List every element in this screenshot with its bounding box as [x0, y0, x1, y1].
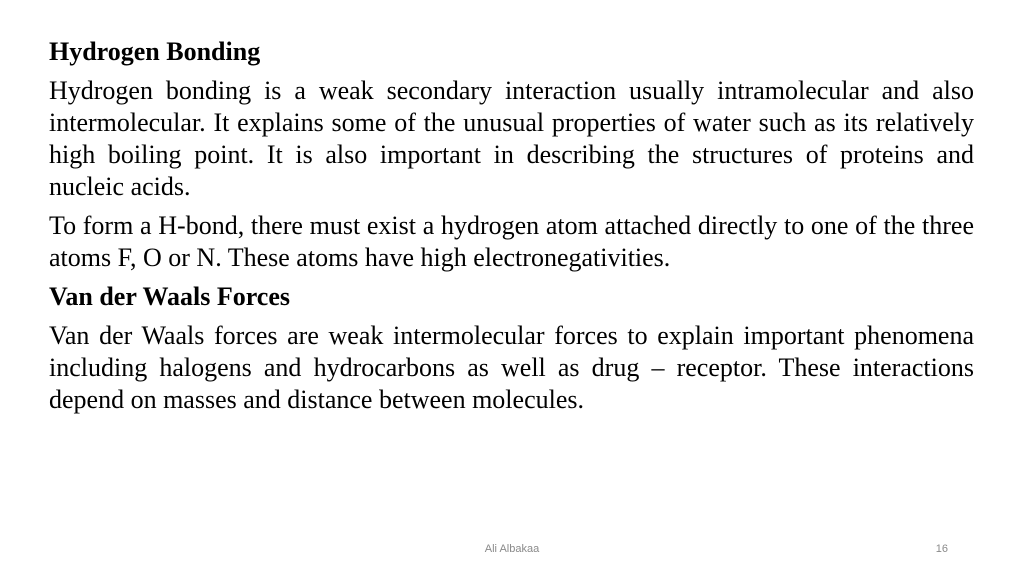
footer-author: Ali Albakaa — [484, 543, 540, 555]
slide-body — [49, 36, 974, 423]
section-heading-van-der-waals: Van der Waals Forces — [49, 282, 291, 311]
page-number: 16 — [935, 543, 948, 555]
hydrogen-bonding-paragraph-2: To form a H-bond, there must exist a hydrogen atom attached directly to one of the three atoms F, O or N. These atoms have high electronegativities. — [49, 211, 974, 272]
section-heading-hydrogen-bonding: Hydrogen Bonding — [49, 37, 261, 66]
hydrogen-bonding-paragraph-1: Hydrogen bonding is a weak secondary interaction usually intramolecular and also intermolecular. It explains some of the unusual properties of water such as its relatively high boiling point. It is also important in describing the structures of proteins and nucleic acids. — [49, 76, 974, 201]
van-der-waals-paragraph-1: Van der Waals forces are weak intermolecular forces to explain important phenomena including halogens and hydrocarbons as well as drug – receptor. These interactions depend on masses and distance between molecules. — [49, 321, 974, 414]
